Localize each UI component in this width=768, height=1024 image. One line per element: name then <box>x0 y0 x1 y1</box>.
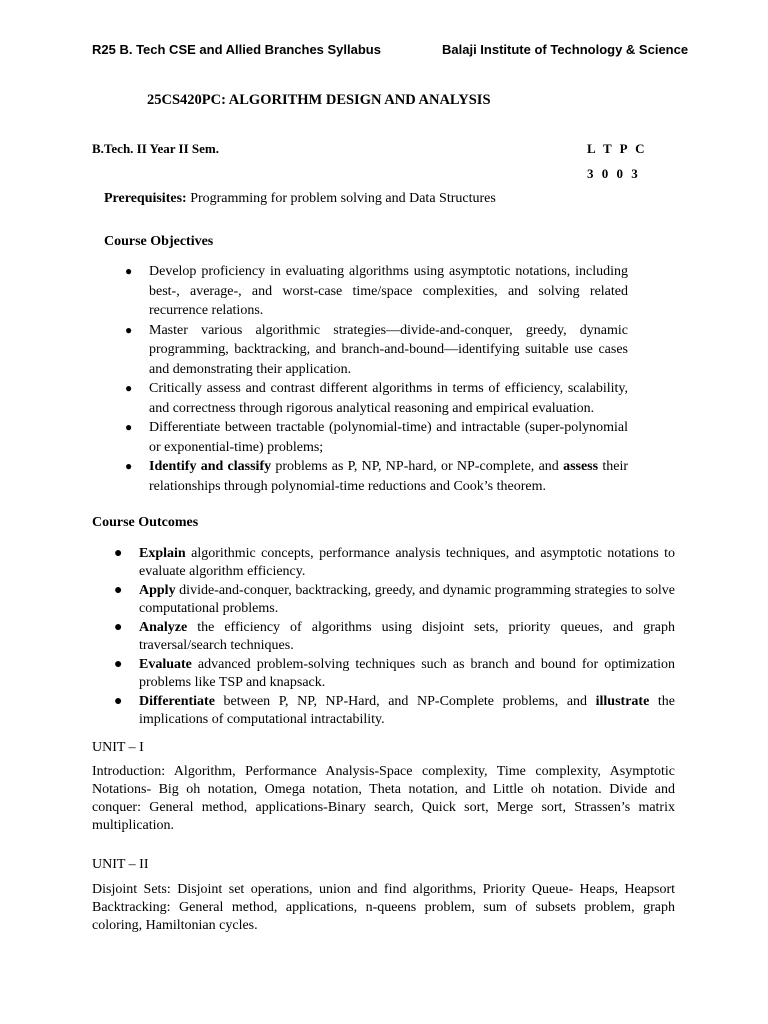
objective-text: Differentiate between tractable (polynomial-time) and intractable (super-polynomial or exponential-time) problems; <box>149 420 628 455</box>
bullet-icon: ● <box>114 546 123 561</box>
year-semester: B.Tech. II Year II Sem. <box>92 141 220 156</box>
outcome-text: algorithmic concepts, performance analysis techniques, and asymptotic notations to evaluate algorithm efficiency. <box>139 546 675 579</box>
outcome-keyword: Explain <box>139 546 186 561</box>
bullet-icon: ● <box>114 583 123 598</box>
outcome-keyword: Differentiate <box>139 694 215 709</box>
outcome-keyword: illustrate <box>595 694 650 709</box>
bullet-icon: ● <box>114 620 123 635</box>
unit-1-title: UNIT – I <box>92 740 144 755</box>
prerequisites <box>104 191 496 207</box>
objective-text: Master various algorithmic strategies—divide-and-conquer, greedy, dynamic programming, backtracking, and branch-and-bound—identifying suitable use cases and demonstrating their application. <box>149 322 628 377</box>
outcomes-list <box>114 545 676 730</box>
header-right: Balaji Institute of Technology & Science <box>442 42 689 57</box>
outcome-keyword: Analyze <box>139 620 188 635</box>
prerequisites-label: Prerequisites: <box>104 191 187 206</box>
header-left: R25 B. Tech CSE and Allied Branches Syllabus <box>92 42 381 57</box>
objective-text: problems as P, NP, NP-hard, or NP-complete, and <box>271 459 564 474</box>
outcome-item <box>114 545 675 580</box>
bullet-icon: ● <box>125 420 133 434</box>
objectives-heading: Course Objectives <box>104 234 214 249</box>
outcomes-heading: Course Outcomes <box>92 515 199 530</box>
outcome-text: advanced problem-solving techniques such as branch and bound for optimization problems like TSP and knapsack. <box>139 657 675 690</box>
bullet-icon: ● <box>125 264 133 278</box>
objective-item <box>125 321 628 380</box>
bullet-icon: ● <box>114 694 123 709</box>
outcome-text: between P, NP, NP-Hard, and NP-Complete problems, and <box>214 694 596 709</box>
outcome-text: divide-and-conquer, backtracking, greedy, and dynamic programming strategies to solve computational problems. <box>139 583 675 616</box>
ltpc-heading: L T P C <box>587 141 645 156</box>
objective-text: Critically assess and contrast different algorithms in terms of efficiency, scalability, and correctness through rigorous analytical reasoning and empirical evaluation. <box>149 381 628 416</box>
bullet-icon: ● <box>125 322 133 337</box>
outcome-item <box>114 656 675 691</box>
page-title: 25CS420PC: ALGORITHM DESIGN AND ANALYSIS <box>147 92 491 108</box>
bullet-icon: ● <box>125 381 133 395</box>
unit-1-body: Introduction: Algorithm, Performance Analysis-Space complexity, Time complexity, Asymptotic Notations- Big oh notation, Omega notation, Theta notation, and Little oh notation. Divide and conquer: General method, applications-Binary search, Quick sort, Merge sort, Strassen’s matrix multiplication. <box>92 764 675 833</box>
objective-text: their relationships through polynomial-time reductions and Cook’s theorem. <box>149 459 629 494</box>
objective-text: Develop proficiency in evaluating algorithms using asymptotic notations, including best-, average-, and worst-case time/space complexities, and solving related recurrence relations. <box>149 264 628 318</box>
bullet-icon: ● <box>114 657 123 672</box>
objective-item <box>125 418 628 457</box>
outcome-keyword: Evaluate <box>139 657 192 672</box>
objective-item <box>125 379 628 418</box>
outcome-text: the implications of computational intractability. <box>139 694 676 727</box>
unit-2-body: Disjoint Sets: Disjoint set operations, union and find algorithms, Priority Queue- Heaps, Heapsort Backtracking: General method, applications, n-queens problem, sum of subsets problem, graph coloring, Hamiltonian cycles. <box>92 882 675 933</box>
objectives-list <box>125 262 629 496</box>
outcome-item <box>114 619 675 654</box>
objective-item <box>125 262 628 321</box>
outcome-item <box>114 582 675 617</box>
objective-item <box>125 457 629 496</box>
outcome-item <box>114 693 676 728</box>
bullet-icon: ● <box>125 459 133 473</box>
outcome-keyword: Apply <box>139 583 176 598</box>
unit-2-title: UNIT – II <box>92 857 149 872</box>
ltpc-values: 3 0 0 3 <box>587 166 638 181</box>
outcome-text: the efficiency of algorithms using disjoint sets, priority queues, and graph traversal/search techniques. <box>139 620 675 653</box>
objective-keyword: Identify and classify <box>149 459 272 474</box>
prerequisites-text: Programming for problem solving and Data Structures <box>186 191 496 206</box>
objective-keyword: assess <box>563 459 599 474</box>
